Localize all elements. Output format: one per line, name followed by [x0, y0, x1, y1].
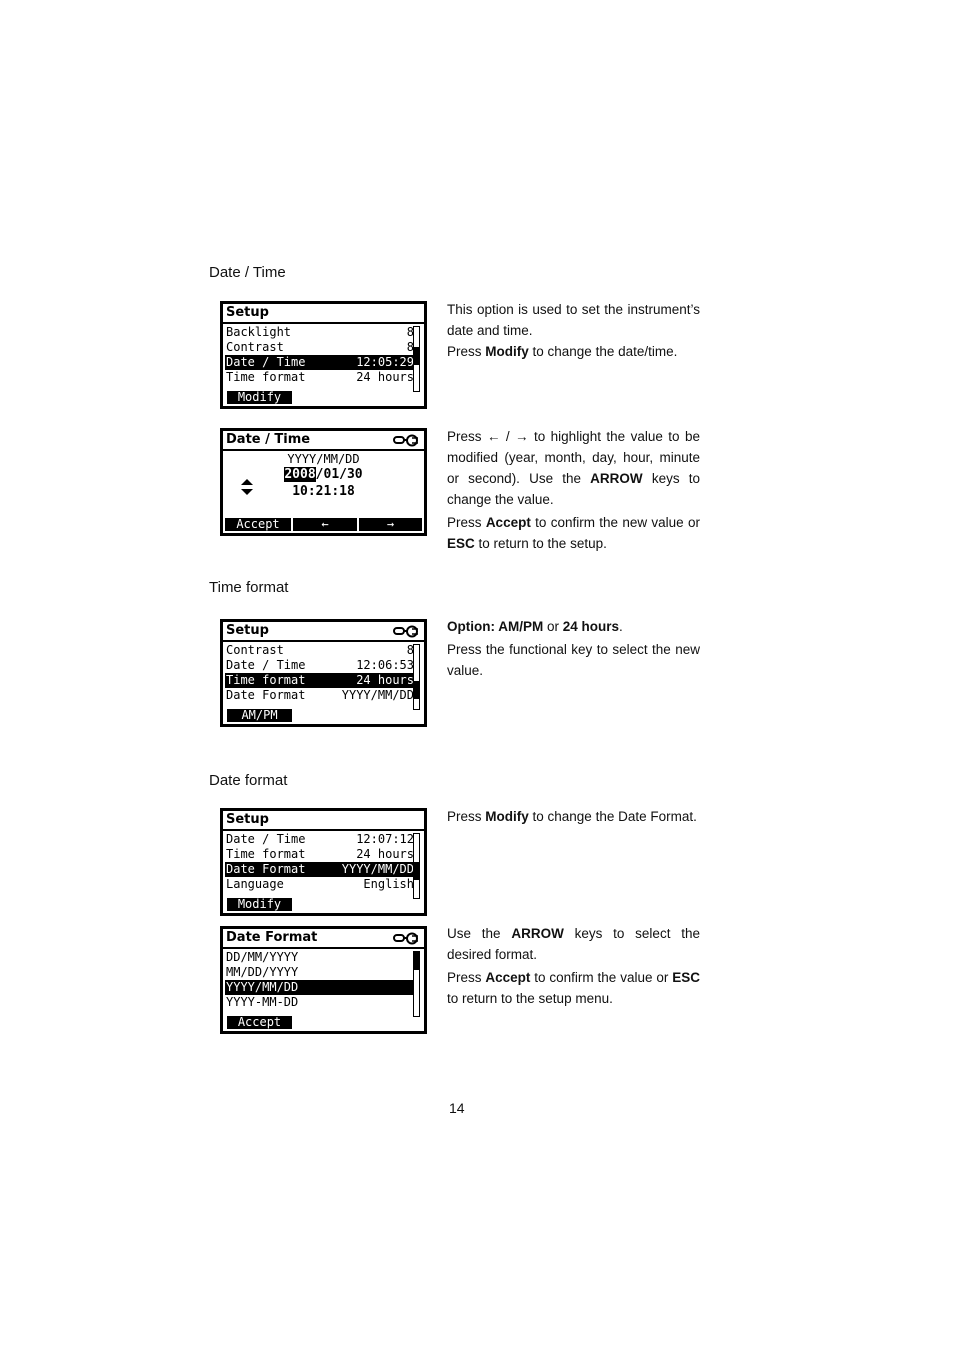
power-plug-icon [393, 434, 419, 447]
scrollbar [413, 833, 420, 899]
page-number: 14 [449, 1100, 465, 1116]
lcd-setup-time-format [220, 619, 427, 727]
divider [223, 322, 424, 324]
divider [223, 449, 424, 451]
paragraph-date-format-modify: Press Modify to change the Date Format. [447, 809, 697, 824]
menu-row: Contrast 8 [226, 643, 414, 657]
lcd-date-format-list [220, 926, 427, 1034]
scrollbar [413, 951, 420, 1017]
menu-row: Time format 24 hours [226, 847, 414, 861]
menu-row: Date Format YYYY/MM/DD [226, 688, 414, 702]
paragraph-date-time-intro: This option is used to set the instrument’s date and time. Press Modify to change the date/time. [447, 302, 700, 359]
screen-title: Date Format [226, 930, 318, 945]
lcd-date-time-edit [220, 428, 427, 536]
up-down-arrows-icon [241, 479, 253, 495]
scrollbar [413, 326, 420, 392]
list-item: MM/DD/YYYY [226, 965, 299, 979]
section-heading-time-format: Time format [209, 579, 289, 596]
scrollbar [413, 644, 420, 710]
softkey-modify: Modify [227, 898, 292, 911]
date-format-label: YYYY/MM/DD [287, 452, 360, 466]
menu-row-selected: Date Format YYYY/MM/DD [226, 862, 414, 876]
lcd-setup-date-format [220, 808, 427, 916]
softkey-right-arrow: → [359, 518, 422, 531]
section-heading-date-format: Date format [209, 772, 288, 789]
lcd-setup-backlight [220, 301, 427, 409]
paragraph-date-time-edit: Press ← / → to highlight the value to be modified (year, month, day, hour, minute or second). Use the ARROW keys to change the value. Press Accept to confirm the new value or ESC to return to the setup. [447, 429, 700, 551]
menu-row: Contrast 8 [226, 340, 414, 354]
list-item-selected: YYYY/MM/DD [225, 980, 414, 995]
divider [223, 947, 424, 949]
time-value: 10:21:18 [292, 484, 355, 499]
softkey-modify: Modify [227, 391, 292, 404]
divider [223, 829, 424, 831]
softkey-am-pm: AM/PM [227, 709, 292, 722]
screen-title: Date / Time [226, 432, 311, 447]
paragraph-date-format-select: Use the ARROW keys to select the desired format. Press Accept to confirm the value or ESC to return to the setup menu. [447, 926, 700, 1006]
menu-row-selected: Date / Time 12:05:29 [226, 355, 414, 369]
screen-title: Setup [226, 305, 269, 320]
menu-row: Date / Time 12:07:12 [226, 832, 414, 846]
section-heading-date-time: Date / Time [209, 264, 286, 281]
menu-row: Backlight 8 [226, 325, 414, 339]
paragraph-time-format: Option: AM/PM or 24 hours. Press the functional key to select the new value. [447, 619, 700, 678]
power-plug-icon [393, 932, 419, 945]
power-plug-icon [393, 625, 419, 638]
menu-row-selected: Time format 24 hours [226, 673, 414, 687]
menu-row: Date / Time 12:06:53 [226, 658, 414, 672]
softkey-accept: Accept [227, 1016, 292, 1029]
list-item: YYYY-MM-DD [226, 995, 299, 1009]
softkey-accept: Accept [225, 518, 291, 531]
divider [223, 640, 424, 642]
menu-row: Language English [226, 877, 414, 891]
screen-title: Setup [226, 623, 269, 638]
date-value: 2008/01/30 [284, 467, 363, 482]
menu-row: Time format 24 hours [226, 370, 414, 384]
softkey-left-arrow: ← [293, 518, 357, 531]
list-item: DD/MM/YYYY [226, 950, 299, 964]
screen-title: Setup [226, 812, 269, 827]
